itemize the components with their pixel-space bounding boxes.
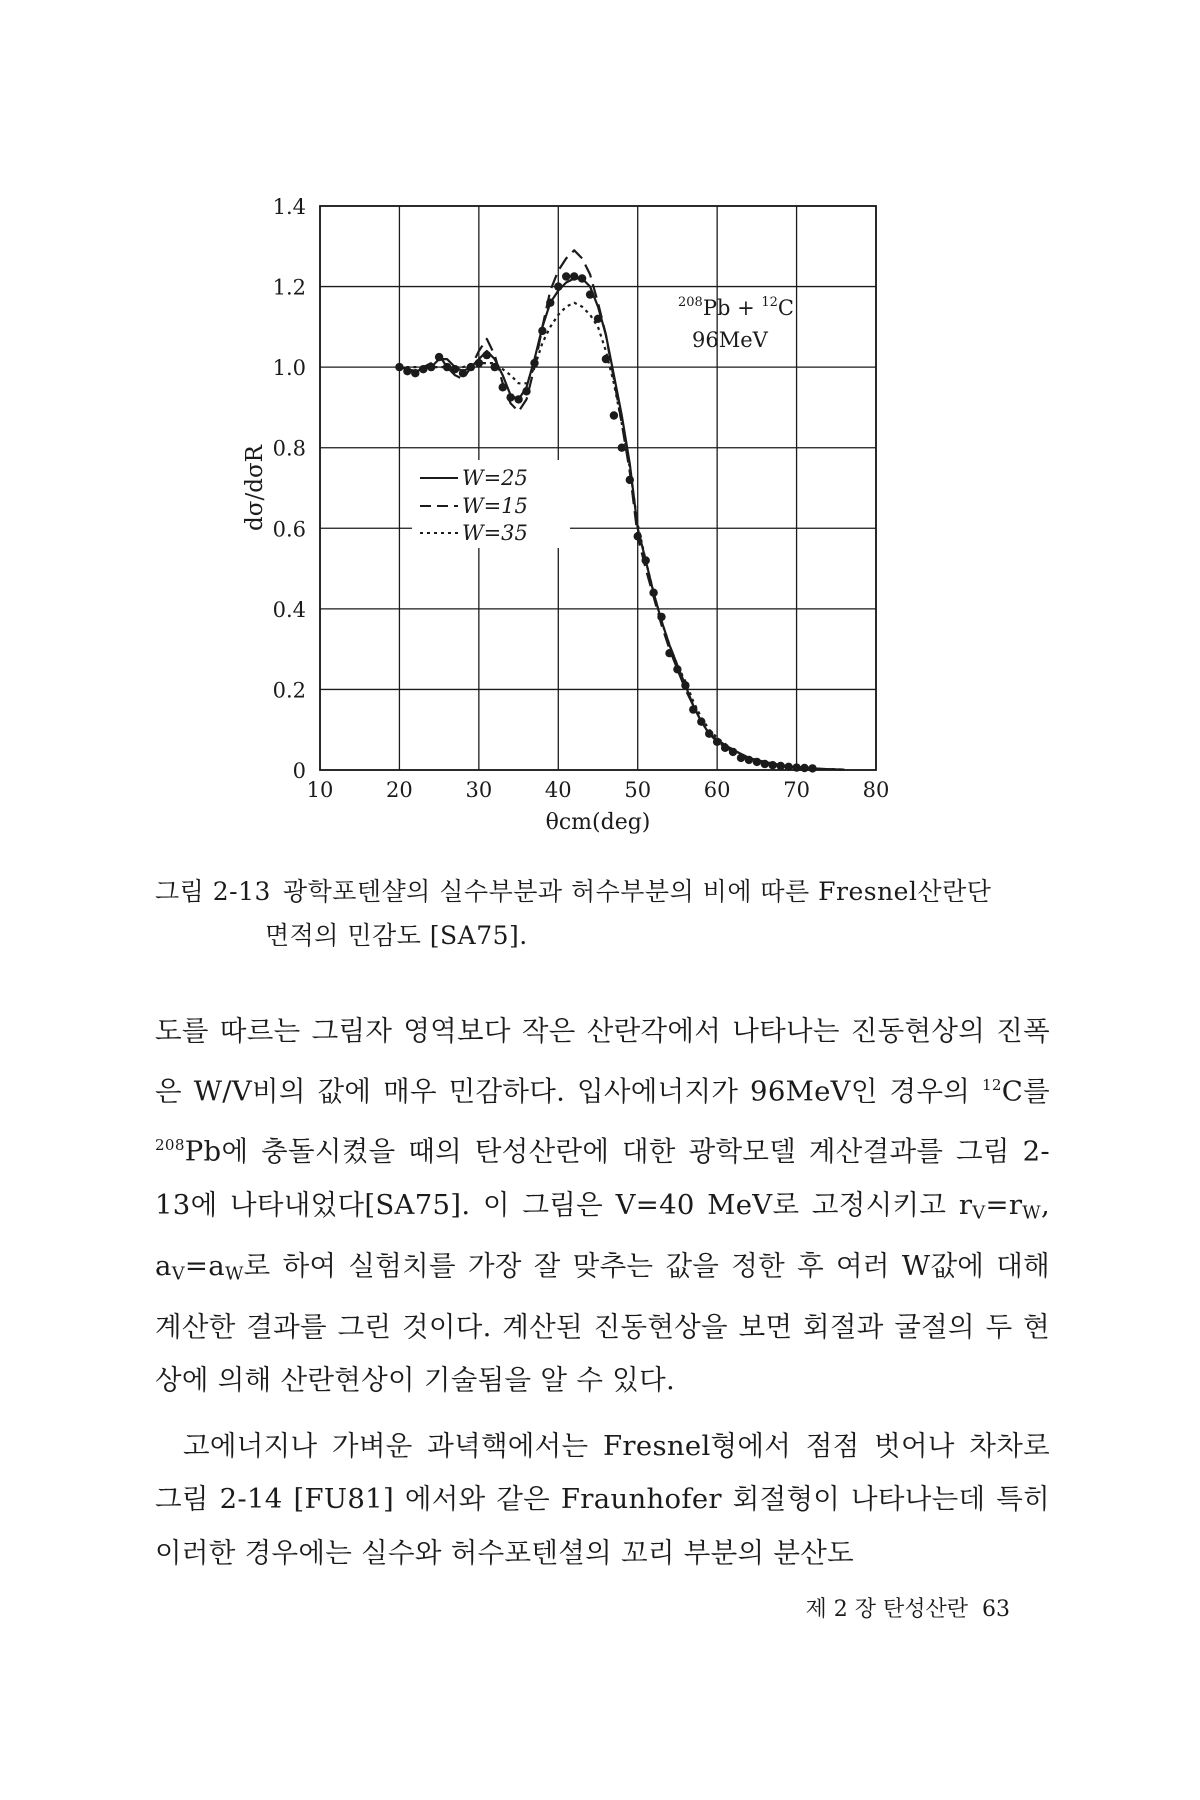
data-point bbox=[491, 363, 499, 371]
p1-sub-w1: W bbox=[1022, 1202, 1041, 1224]
p1-text-5: , a bbox=[155, 1188, 1050, 1282]
data-point bbox=[634, 532, 642, 540]
data-point bbox=[395, 363, 403, 371]
data-point bbox=[705, 730, 713, 738]
p1-sub-w2: W bbox=[224, 1263, 244, 1285]
p1-sup-12: 12 bbox=[981, 1075, 1002, 1094]
data-point bbox=[546, 299, 554, 307]
data-point bbox=[626, 476, 634, 484]
data-point bbox=[467, 363, 475, 371]
data-point bbox=[681, 681, 689, 689]
data-point bbox=[538, 327, 546, 335]
annotation-isotope-208: 208 bbox=[678, 295, 703, 310]
x-axis-label: θcm(deg) bbox=[545, 810, 651, 835]
annotation-energy: 96MeV bbox=[692, 328, 768, 352]
data-point bbox=[554, 282, 562, 290]
data-point bbox=[602, 355, 610, 363]
p1-text-4: =r bbox=[985, 1188, 1023, 1221]
data-point bbox=[514, 395, 522, 403]
data-point bbox=[745, 756, 753, 764]
annotation-isotope-12: 12 bbox=[761, 295, 778, 310]
data-point bbox=[419, 365, 427, 373]
legend bbox=[412, 460, 570, 548]
data-point bbox=[403, 367, 411, 375]
x-tick-labels bbox=[307, 778, 890, 802]
caption-line1: 광학포텐샬의 실수부분과 허수부분의 비에 따른 Fresnel산란단 bbox=[282, 877, 992, 906]
caption-line2: 면적의 민감도 [SA75]. bbox=[265, 921, 528, 950]
data-point bbox=[697, 718, 705, 726]
body-text bbox=[155, 1005, 1050, 1580]
data-point bbox=[800, 764, 808, 772]
data-point bbox=[729, 748, 737, 756]
data-point bbox=[443, 363, 451, 371]
data-point bbox=[721, 744, 729, 752]
data-point bbox=[792, 763, 800, 771]
data-point bbox=[459, 369, 467, 377]
y-tick-label: 0.4 bbox=[272, 597, 306, 622]
paragraph-1 bbox=[155, 1005, 1050, 1408]
chapter-title: 제 2 장 탄성산란 bbox=[805, 1597, 968, 1622]
legend-label-w15: W=15 bbox=[462, 494, 528, 518]
caption-number: 그림 2-13 bbox=[155, 877, 271, 906]
p1-sub-v2: V bbox=[171, 1263, 185, 1285]
data-point bbox=[506, 393, 514, 401]
data-point bbox=[562, 272, 570, 280]
y-tick-label: 1.4 bbox=[272, 195, 306, 219]
data-point bbox=[570, 272, 578, 280]
p1-text-6: =a bbox=[184, 1249, 225, 1282]
data-point bbox=[594, 315, 602, 323]
annotation-element-pb: Pb bbox=[702, 296, 731, 320]
data-point bbox=[769, 761, 777, 769]
p1-text-3: Pb에 충돌시켰을 때의 탄성산란에 대한 광학모델 계산결과를 그림 2-13에 나타내었다[SA75]. 이 그림은 V=40 MeV로 고정시키고 r bbox=[155, 1135, 1050, 1221]
x-tick-label: 70 bbox=[783, 778, 810, 802]
data-point bbox=[753, 758, 761, 766]
figure-caption bbox=[155, 870, 1055, 958]
data-point bbox=[642, 556, 650, 564]
data-point bbox=[475, 359, 483, 367]
data-point bbox=[530, 359, 538, 367]
data-point bbox=[411, 369, 419, 377]
data-point bbox=[689, 705, 697, 713]
data-point bbox=[618, 444, 626, 452]
data-point bbox=[713, 738, 721, 746]
p1-sup-208: 208 bbox=[155, 1135, 185, 1154]
data-point bbox=[777, 762, 785, 770]
data-point bbox=[737, 754, 745, 762]
y-tick-label: 0.2 bbox=[272, 678, 306, 703]
y-tick-label: 0 bbox=[292, 759, 306, 783]
page-footer bbox=[0, 1592, 1010, 1623]
data-point bbox=[451, 365, 459, 373]
data-point bbox=[673, 665, 681, 673]
x-tick-label: 80 bbox=[862, 778, 890, 802]
data-point bbox=[435, 353, 443, 361]
data-point bbox=[761, 760, 769, 768]
p1-text-2: C를 bbox=[1001, 1075, 1050, 1108]
y-tick-label: 1.0 bbox=[272, 356, 306, 381]
data-point bbox=[483, 351, 491, 359]
x-tick-label: 20 bbox=[386, 778, 413, 802]
chart-grid bbox=[320, 206, 876, 770]
annotation-plus: + bbox=[730, 296, 762, 320]
legend-label-w25: W=25 bbox=[462, 466, 528, 490]
data-point bbox=[784, 763, 792, 771]
p1-text-1: 도를 따르는 그림자 영역보다 작은 산란각에서 나타나는 진동현상의 진폭은 W/V비의 값에 매우 민감하다. 입사에너지가 96MeV인 경우의 bbox=[155, 1015, 1050, 1108]
legend-label-w35: W=35 bbox=[462, 521, 528, 545]
x-tick-label: 50 bbox=[624, 778, 652, 802]
data-point bbox=[586, 290, 594, 298]
y-tick-labels bbox=[273, 195, 306, 783]
data-point bbox=[649, 589, 657, 597]
annotation-element-c: C bbox=[777, 296, 794, 320]
p1-sub-v1: V bbox=[972, 1202, 986, 1224]
x-tick-label: 30 bbox=[465, 778, 493, 802]
x-tick-label: 10 bbox=[306, 778, 334, 802]
p1-text-7: 로 하여 실험치를 가장 잘 맞추는 값을 정한 후 여러 W값에 대해 계산한 결과를 그린 것이다. 계산된 진동현상을 보면 회절과 굴절의 두 현상에 의해 산란현상이 기술됨을 알 수 있다. bbox=[155, 1249, 1050, 1397]
reaction-annotation bbox=[678, 295, 794, 352]
y-tick-label: 0.6 bbox=[272, 517, 306, 542]
data-point bbox=[427, 363, 435, 371]
y-tick-label: 1.2 bbox=[272, 275, 306, 300]
plot-frame bbox=[320, 206, 876, 770]
x-tick-label: 60 bbox=[703, 778, 731, 802]
x-tick-label: 40 bbox=[544, 778, 572, 802]
data-point bbox=[665, 649, 673, 657]
data-point bbox=[657, 613, 665, 621]
paragraph-2: 고에너지나 가벼운 과녁핵에서는 Fresnel형에서 점점 벗어나 차차로 그림 2-14 [FU81] 에서와 같은 Fraunhofer 회절형이 나타나는데 특히 이러한 경우에는 실수와 허수포텐셜의 꼬리 부분의 분산도 bbox=[155, 1429, 1050, 1569]
y-tick-label: 0.8 bbox=[272, 436, 306, 461]
y-axis-label: dσ/dσR bbox=[242, 445, 268, 531]
svg-text:208Pb + 12C bbox=[678, 295, 794, 320]
figure-2-13-chart bbox=[0, 0, 1200, 880]
data-point bbox=[499, 383, 507, 391]
page-number: 63 bbox=[982, 1597, 1010, 1622]
data-point bbox=[808, 764, 816, 772]
data-point bbox=[610, 411, 618, 419]
data-point bbox=[522, 387, 530, 395]
data-point bbox=[578, 274, 586, 282]
